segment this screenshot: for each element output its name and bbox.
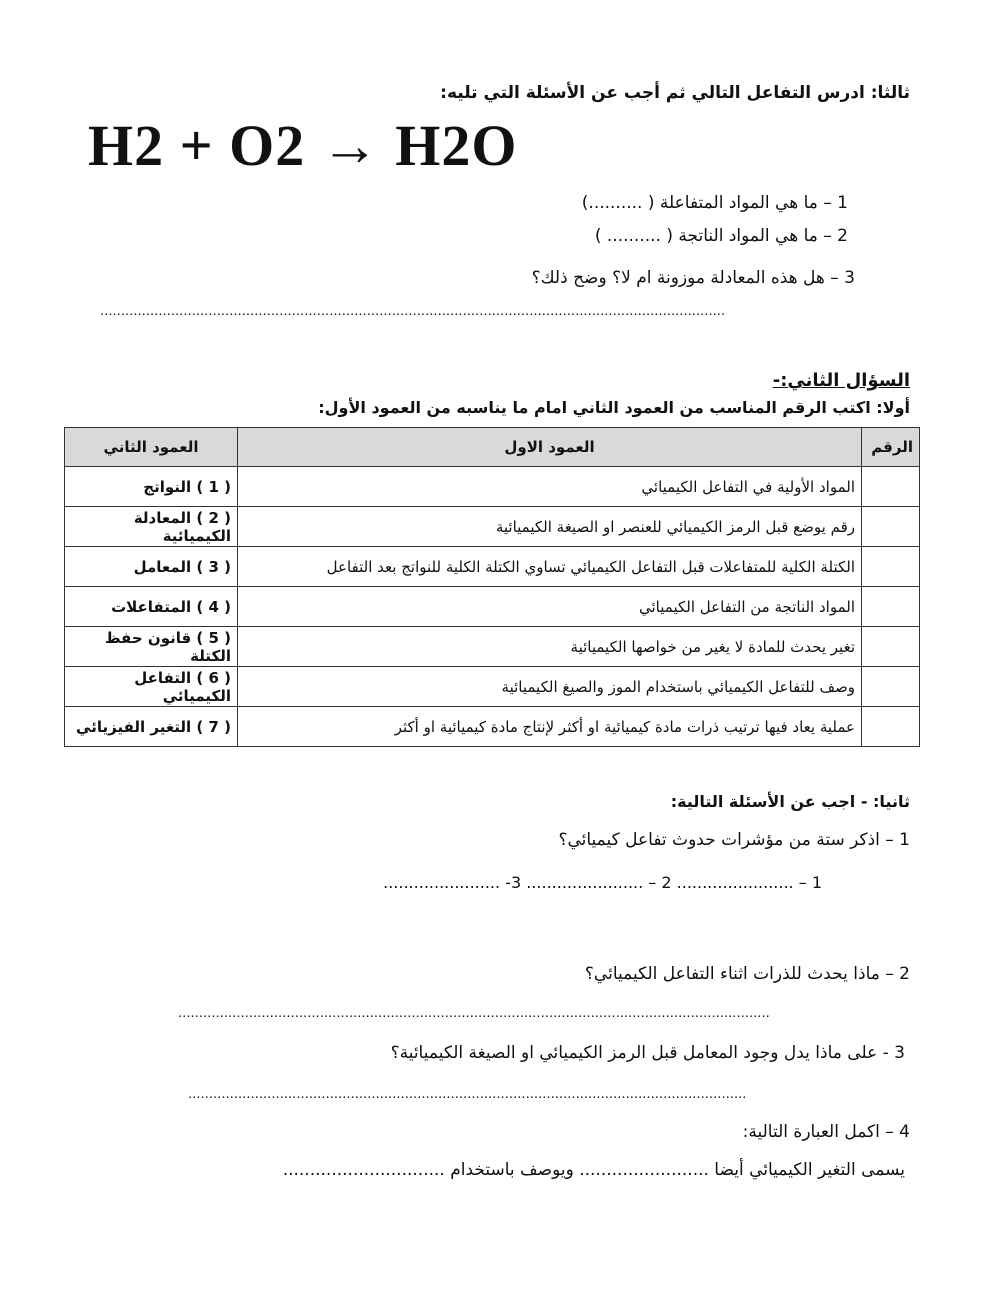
table-row xyxy=(65,627,920,667)
matching-table xyxy=(64,427,920,747)
answer-line[interactable]: ...................................................................................................................................... xyxy=(188,1085,747,1102)
first-column-cell: المواد الأولية في التفاعل الكيميائي xyxy=(238,467,862,507)
number-answer-cell[interactable] xyxy=(862,627,920,667)
second-column-cell: ( 3 ) المعامل xyxy=(65,547,238,587)
first-column-cell: تغير يحدث للمادة لا يغير من خواصها الكيميائية xyxy=(238,627,862,667)
fill-in-sentence[interactable]: يسمى التغير الكيميائي أيضا ........................ ويوصف باستخدام .............................. xyxy=(282,1160,905,1180)
table-row xyxy=(65,467,920,507)
section-title-part2: ثانيا: - اجب عن الأسئلة التالية: xyxy=(670,792,910,811)
question-coefficient: 3 - على ماذا يدل وجود المعامل قبل الرمز الكيميائي او الصيغة الكيميائية؟ xyxy=(390,1043,905,1063)
question-indicators: 1 – اذكر ستة من مؤشرات حدوث تفاعل كيميائي؟ xyxy=(558,830,910,850)
table-row xyxy=(65,667,920,707)
answer-blanks[interactable]: 1 – ....................... 2 – ....................... 3- ....................... xyxy=(383,873,822,892)
section-title-question2: السؤال الثاني:- xyxy=(772,370,910,391)
number-answer-cell[interactable] xyxy=(862,507,920,547)
question-atoms: 2 – ماذا يحدث للذرات اثناء التفاعل الكيميائي؟ xyxy=(584,964,910,984)
number-answer-cell[interactable] xyxy=(862,707,920,747)
header-second-column: العمود الثاني xyxy=(65,428,238,467)
second-column-cell: ( 5 ) قانون حفظ الكتلة xyxy=(65,627,238,667)
answer-line[interactable]: .............................................................................................................................................. xyxy=(178,1004,770,1021)
answer-line[interactable]: ...................................................................................................................................................... xyxy=(100,302,726,319)
first-column-cell: عملية يعاد فيها ترتيب ذرات مادة كيميائية او أكثر لإنتاج مادة كيميائية او أكثر xyxy=(238,707,862,747)
chemical-equation: H2 + O2 → H2O xyxy=(88,113,518,178)
second-column-cell: ( 2 ) المعادلة الكيميائية xyxy=(65,507,238,547)
second-column-cell: ( 1 ) النواتج xyxy=(65,467,238,507)
second-column-cell: ( 6 ) التفاعل الكيميائي xyxy=(65,667,238,707)
question-complete-sentence: 4 – اكمل العبارة التالية: xyxy=(742,1122,910,1142)
section-heading-part3: ثالثا: ادرس التفاعل التالي ثم أجب عن الأسئلة التي تليه: xyxy=(440,83,910,103)
first-column-cell: وصف للتفاعل الكيميائي باستخدام الموز والصيغ الكيميائية xyxy=(238,667,862,707)
number-answer-cell[interactable] xyxy=(862,467,920,507)
first-column-cell: رقم يوضع قبل الرمز الكيميائي للعنصر او الصيغة الكيميائية xyxy=(238,507,862,547)
header-first-column: العمود الاول xyxy=(238,428,862,467)
first-column-cell: الكتلة الكلية للمتفاعلات قبل التفاعل الكيميائي تساوي الكتلة الكلية للنواتج بعد التفاعل xyxy=(238,547,862,587)
second-column-cell: ( 7 ) التغير الفيزيائي xyxy=(65,707,238,747)
number-answer-cell[interactable] xyxy=(862,667,920,707)
question-reactants: 1 – ما هي المواد المتفاعلة ( ..........) xyxy=(581,193,848,213)
second-column-cell: ( 4 ) المتفاعلات xyxy=(65,587,238,627)
question-balanced: 3 – هل هذه المعادلة موزونة ام لا؟ وضح ذلك؟ xyxy=(531,268,855,288)
question-products: 2 – ما هي المواد الناتجة ( .......... ) xyxy=(594,226,848,246)
number-answer-cell[interactable] xyxy=(862,547,920,587)
table-row xyxy=(65,547,920,587)
first-column-cell: المواد الناتجة من التفاعل الكيميائي xyxy=(238,587,862,627)
table-row xyxy=(65,707,920,747)
header-number: الرقم xyxy=(862,428,920,467)
number-answer-cell[interactable] xyxy=(862,587,920,627)
matching-instruction: أولا: اكتب الرقم المناسب من العمود الثاني امام ما يناسبه من العمود الأول: xyxy=(318,398,910,417)
table-header-row xyxy=(65,428,920,467)
table-row xyxy=(65,507,920,547)
table-row xyxy=(65,587,920,627)
